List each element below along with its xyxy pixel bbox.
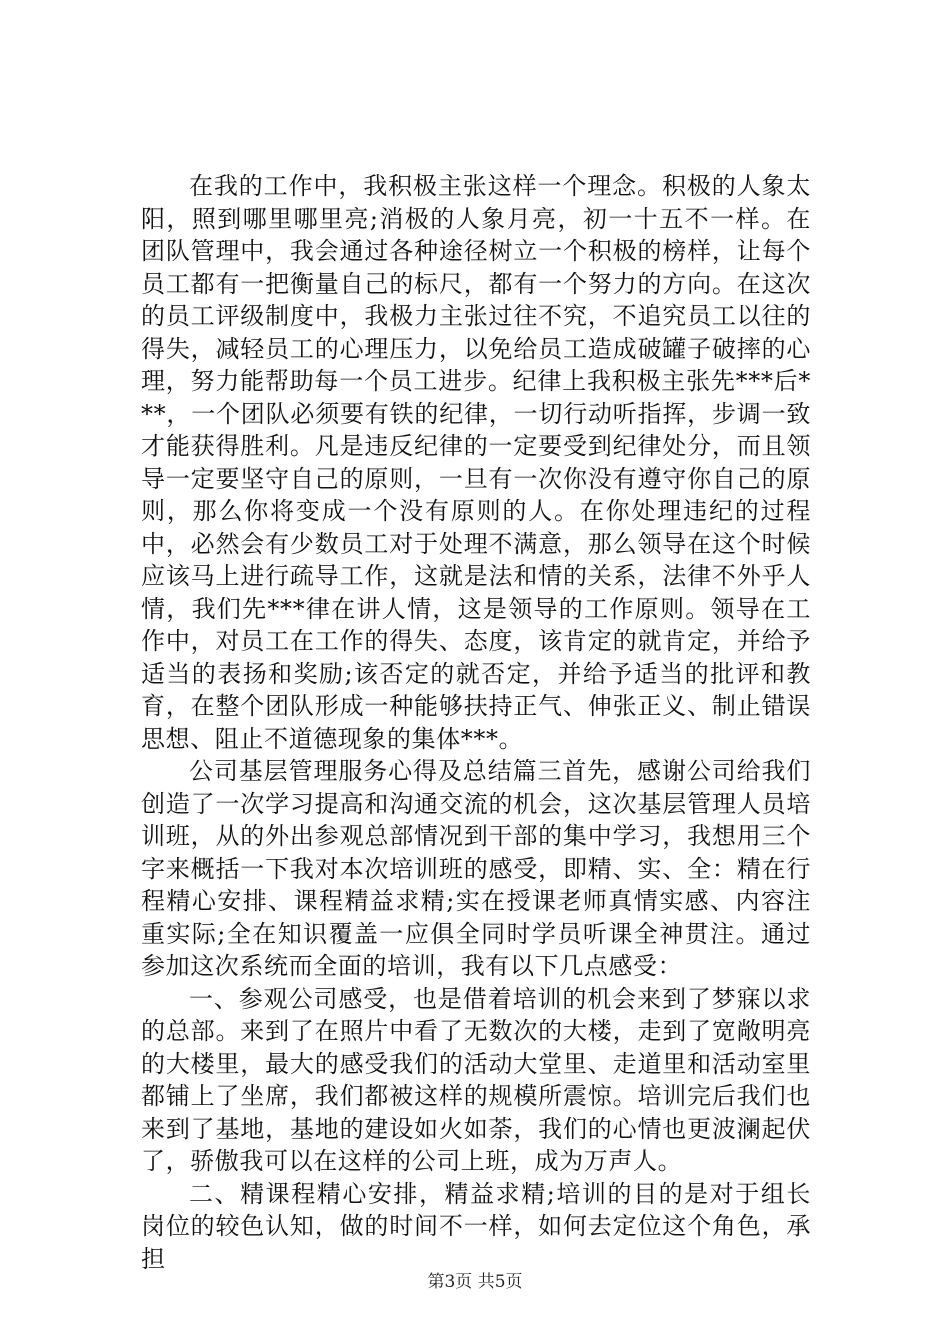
body-text [141,170,811,1275]
page-footer: 第3页 共5页 [427,1272,523,1292]
paragraph: 在我的工作中，我积极主张这样一个理念。积极的人象太阳，照到哪里哪里亮;消极的人象月亮，初一十五不一样。在团队管理中，我会通过各种途径树立一个积极的榜样，让每个员工都有一把衡量自己的标尺，都有一个努力的方向。在这次的员工评级制度中，我极力主张过往不究，不追究员工以往的得失，减轻员工的心理压力，以免给员工造成破罐子破摔的心理，努力能帮助每一个员工进步。纪律上我积极主张先***后***，一个团队必须要有铁的纪律，一切行动听指挥，步调一致才能获得胜利。凡是违反纪律的一定要受到纪律处分，而且领导一定要坚守自己的原则，一旦有一次你没有遵守你自己的原则，那么你将变成一个没有原则的人。在你处理违纪的过程中，必然会有少数员工对于处理不满意，那么领导在这个时候应该马上进行疏导工作，这就是法和情的关系，法律不外乎人情，我们先***律在讲人情，这是领导的工作原则。领导在工作中，对员工在工作的得失、态度，该肯定的就肯定，并给予适当的表扬和奖励;该否定的就否定，并给予适当的批评和教育，在整个团队形成一种能够扶持正气、伸张正义、制止错误思想、阻止不道德现象的集体***。 [141,172,811,753]
paragraph: 二、精课程精心安排，精益求精;培训的目的是对于组长岗位的较色认知，做的时间不一样，如何去定位这个角色，承担 [141,1179,811,1273]
paragraph: 公司基层管理服务心得及总结篇三首先，感谢公司给我们创造了一次学习提高和沟通交流的机会，这次基层管理人员培训班，从的外出参观总部情况到干部的集中学习，我想用三个字来概括一下我对本次培训班的感受，即精、实、全：精在行程精心安排、课程精益求精;实在授课老师真情实感、内容注重实际;全在知识覆盖一应俱全同时学员听课全神贯注。通过参加这次系统而全面的培训，我有以下几点感受： [141,757,811,980]
paragraph: 一、参观公司感受，也是借着培训的机会来到了梦寐以求的总部。来到了在照片中看了无数次的大楼，走到了宽敞明亮的大楼里，最大的感受我们的活动大堂里、走道里和活动室里都铺上了坐席，我们都被这样的规模所震惊。培训完后我们也来到了基地，基地的建设如火如荼，我们的心情也更波澜起伏了，骄傲我可以在这样的公司上班，成为万声人。 [141,984,811,1175]
